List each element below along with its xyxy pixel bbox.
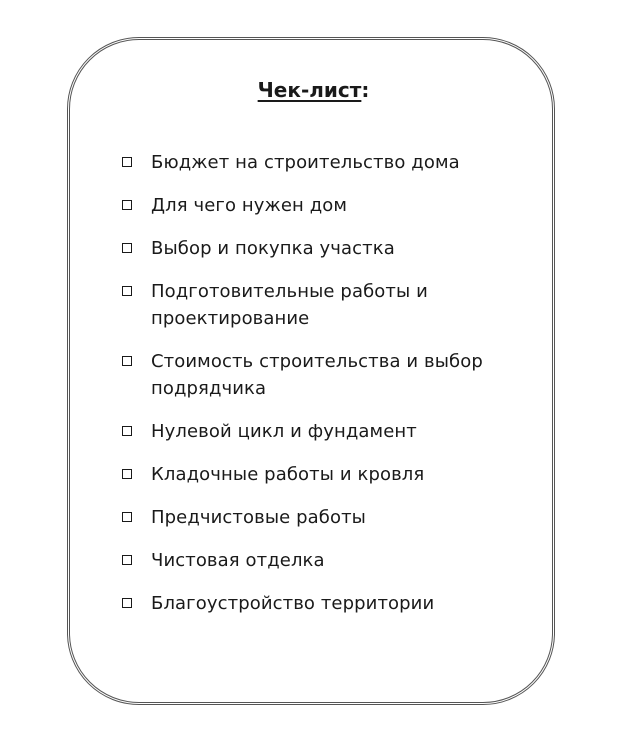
- checkbox-icon[interactable]: [122, 598, 132, 608]
- checkbox-icon[interactable]: [122, 512, 132, 522]
- checkbox-icon[interactable]: [122, 200, 132, 210]
- checkbox-icon[interactable]: [122, 286, 132, 296]
- checklist-title-colon: :: [361, 78, 370, 102]
- checkbox-icon[interactable]: [122, 157, 132, 167]
- checklist-item: [122, 278, 502, 332]
- checkbox-icon[interactable]: [122, 469, 132, 479]
- checklist-item-label: Чистовая отделка: [151, 550, 325, 571]
- checklist-item: [122, 192, 502, 219]
- checklist: [122, 149, 502, 633]
- checklist-item-label: Предчистовые работы: [151, 507, 366, 528]
- checklist-item: [122, 348, 502, 402]
- checklist-item-label: Бюджет на строительство дома: [151, 152, 460, 173]
- checkbox-icon[interactable]: [122, 555, 132, 565]
- checklist-item-label: Благоустройство территории: [151, 593, 435, 614]
- checklist-item-label: Для чего нужен дом: [151, 195, 348, 216]
- checklist-item: [122, 547, 502, 574]
- checklist-item-label: Подготовительные работы и проектирование: [151, 281, 428, 329]
- checklist-item: [122, 235, 502, 262]
- checklist-item: [122, 590, 502, 617]
- checklist-item: [122, 504, 502, 531]
- checkbox-icon[interactable]: [122, 356, 132, 366]
- checklist-item: [122, 418, 502, 445]
- checklist-item-label: Нулевой цикл и фундамент: [151, 421, 417, 442]
- checklist-item: [122, 149, 502, 176]
- checklist-item-label: Кладочные работы и кровля: [151, 464, 425, 485]
- checklist-item-label: Стоимость строительства и выбор подрядчика: [151, 351, 483, 399]
- checklist-title-text: Чек-лист: [257, 78, 362, 102]
- checklist-title: [0, 77, 627, 103]
- checklist-item: [122, 461, 502, 488]
- checkbox-icon[interactable]: [122, 426, 132, 436]
- checkbox-icon[interactable]: [122, 243, 132, 253]
- checklist-item-label: Выбор и покупка участка: [151, 238, 395, 259]
